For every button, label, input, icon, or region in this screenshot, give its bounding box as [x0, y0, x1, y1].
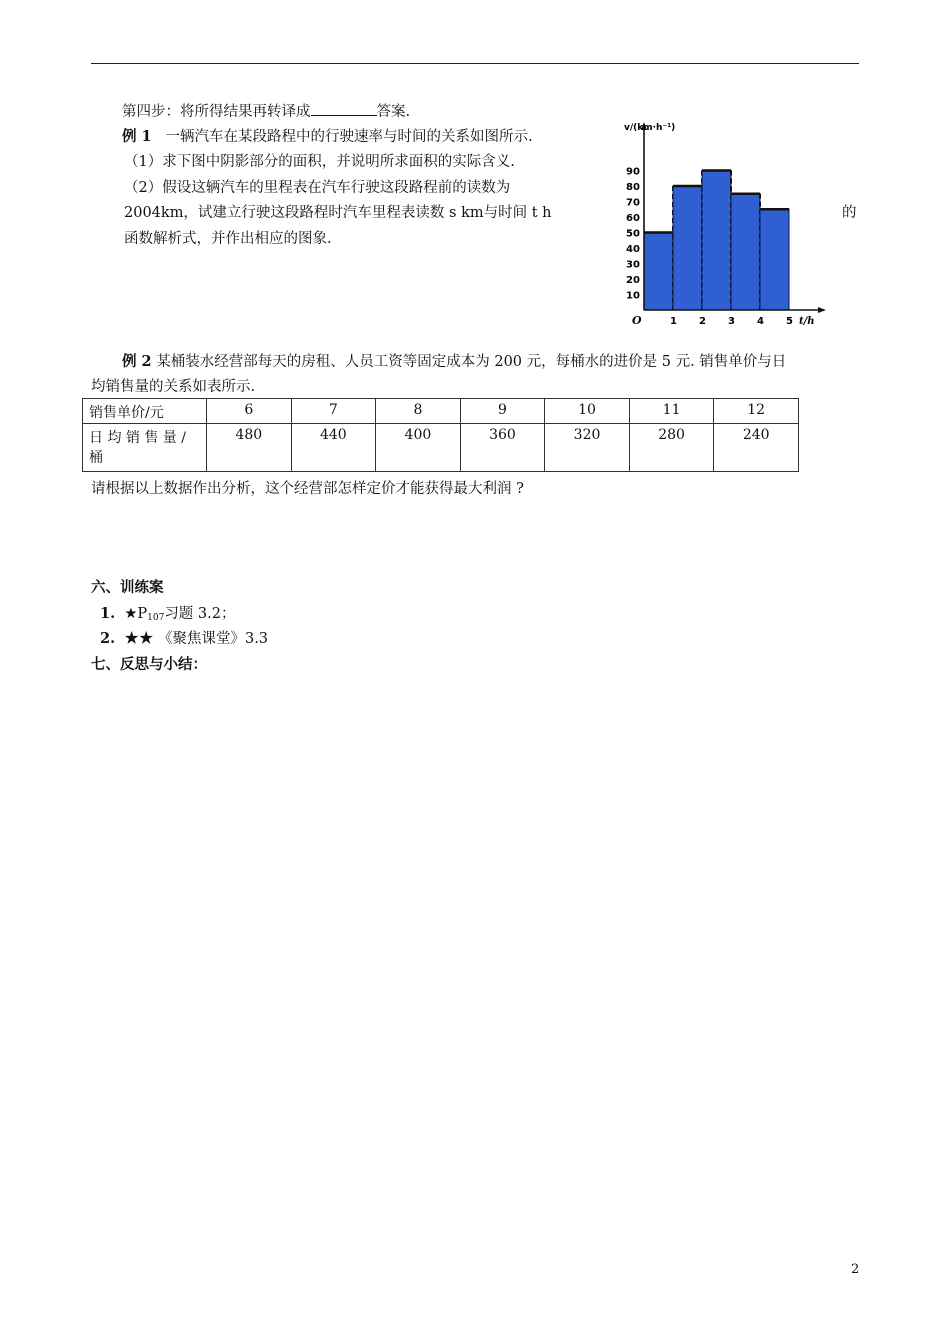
- y-tick-label: 30: [626, 259, 640, 271]
- step4-line: [122, 101, 410, 122]
- price-cell: 7: [291, 399, 376, 424]
- sales-header: [83, 424, 207, 472]
- sales-cell: 360: [460, 424, 545, 472]
- x-tick-label: 2: [699, 316, 706, 327]
- page-number: 2: [851, 1262, 860, 1277]
- example1-q2-line2-end: 的: [842, 205, 857, 221]
- sales-header-line2: 桶: [89, 450, 103, 466]
- price-cell: 9: [460, 399, 545, 424]
- x-tick-label: 3: [728, 316, 735, 327]
- x-tick-labels: [670, 316, 793, 327]
- item1-text: 习题 3.2；: [164, 606, 236, 622]
- training-item-2: [100, 629, 268, 649]
- sales-cell: 400: [376, 424, 461, 472]
- price-header: 销售单价/元: [83, 399, 207, 424]
- example1-intro: 一辆汽车在某段路程中的行驶速率与时间的关系如图所示.: [165, 129, 533, 145]
- example2-text1: 某桶装水经营部每天的房租、人员工资等固定成本为 200 元，每桶水的进价是 5 元. 销售单价与日: [156, 354, 787, 370]
- example1-label: 例 1: [122, 128, 152, 145]
- y-tick-label: 40: [626, 244, 640, 255]
- fill-in-blank: [311, 101, 377, 116]
- item1-page-subscript: 107: [147, 613, 165, 623]
- price-cell: 6: [207, 399, 292, 424]
- price-cell: 8: [376, 399, 461, 424]
- x-tick-label: 5: [786, 316, 793, 327]
- item1-number: 1.: [100, 605, 116, 622]
- y-tick-label: 20: [626, 275, 640, 286]
- speed-time-chart: [612, 118, 832, 330]
- sales-header-line1: 日 均 销 售 量 /: [89, 430, 186, 446]
- price-cell: 10: [545, 399, 630, 424]
- chart-bars: [644, 171, 789, 311]
- chart-bar: [702, 171, 731, 311]
- y-tick-label: 60: [626, 213, 640, 224]
- y-tick-label: 70: [626, 197, 640, 209]
- sales-table: [82, 398, 799, 472]
- origin-label: O: [632, 314, 642, 327]
- example1-intro-line: [122, 127, 533, 147]
- table-row-price: [83, 399, 799, 424]
- sales-cell: 280: [629, 424, 714, 472]
- example1-q2-line3: 函数解析式，并作出相应的图象.: [124, 231, 332, 247]
- item1-p: P: [137, 606, 148, 622]
- step4-text-before: 第四步：将所得结果再转译成: [122, 104, 311, 120]
- star-icon: ★: [124, 606, 138, 622]
- item2-number: 2.: [100, 630, 116, 647]
- example1-q1: （1）求下图中阴影部分的面积，并说明所求面积的实际含义.: [124, 154, 515, 170]
- y-tick-label: 80: [626, 182, 640, 193]
- sales-cell: 320: [545, 424, 630, 472]
- chart-bar: [760, 209, 789, 310]
- sales-cell: 480: [207, 424, 292, 472]
- y-tick-labels: [626, 167, 640, 302]
- step4-text-after: 答案.: [376, 104, 411, 120]
- example1-q2-line2: 2004km，试建立行驶这段路程时汽车里程表读数 s km与时间 t h: [124, 205, 552, 221]
- example2-line2: 均销售量的关系如表所示.: [91, 379, 256, 395]
- price-cell: 12: [714, 399, 799, 424]
- y-tick-label: 10: [626, 290, 640, 302]
- price-cell: 11: [629, 399, 714, 424]
- y-tick-label: 90: [626, 166, 640, 178]
- table-row-sales: [83, 424, 799, 472]
- chart-bar: [673, 186, 702, 310]
- x-axis-arrow-icon: [818, 307, 826, 313]
- x-tick-label: 4: [757, 316, 764, 327]
- chart-bar: [644, 233, 673, 311]
- example1-q2-line1: （2）假设这辆汽车的里程表在汽车行驶这段路程前的读数为: [124, 180, 511, 196]
- y-axis-label: v/(km·h⁻¹): [624, 123, 676, 133]
- header-rule: [91, 63, 859, 64]
- example2-question: 请根据以上数据作出分析，这个经营部怎样定价才能获得最大利润 ?: [91, 481, 524, 497]
- x-axis-label: t/h: [799, 316, 815, 327]
- section7-title: 七、反思与小结：: [91, 656, 207, 673]
- sales-cell: 440: [291, 424, 376, 472]
- example2-line1: [122, 352, 786, 372]
- sales-cell: 240: [714, 424, 799, 472]
- y-tick-label: 50: [626, 228, 640, 240]
- item2-text: 《聚焦课堂》3.3: [157, 631, 269, 647]
- example2-label: 例 2: [122, 353, 152, 370]
- x-tick-label: 1: [670, 316, 677, 327]
- two-star-icon: ★★: [124, 631, 154, 647]
- training-item-1: [100, 604, 235, 628]
- chart-bar: [731, 194, 760, 310]
- section6-title: 六、训练案: [91, 579, 164, 596]
